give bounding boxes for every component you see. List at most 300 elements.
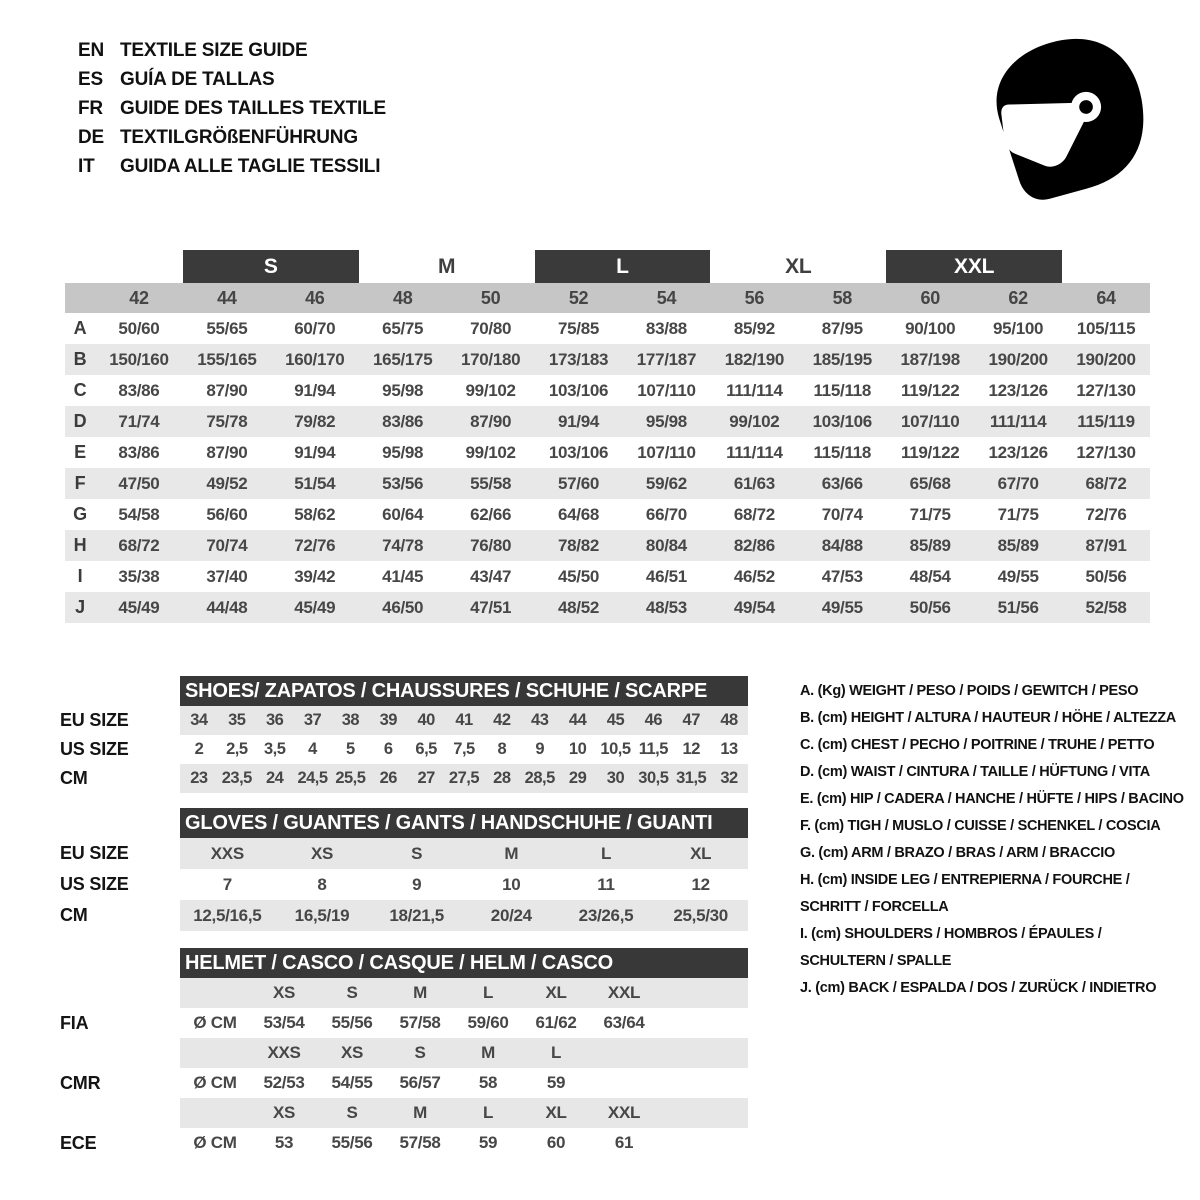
unit-label: Ø CM — [193, 1013, 237, 1032]
size-cell: 165/175 — [373, 349, 433, 369]
size-cell: 23,5 — [221, 769, 252, 787]
row-label: F — [74, 473, 86, 493]
helmet-sizes-row — [60, 1038, 748, 1068]
language-title: GUÍA DE TALLAS — [120, 68, 275, 90]
size-cell: 37 — [303, 711, 322, 729]
size-cell: 107/110 — [900, 411, 960, 431]
helmet-values — [180, 1128, 748, 1158]
size-cell: 61/62 — [535, 1013, 577, 1032]
size-cell: 44 — [568, 711, 587, 729]
size-cell: 59 — [478, 1133, 498, 1152]
size-cell: 52/53 — [263, 1073, 305, 1092]
gloves-size-table — [60, 808, 748, 931]
legend-item — [800, 732, 1185, 759]
row-label: D — [73, 411, 87, 431]
size-cell: 13 — [720, 740, 738, 758]
size-cell: 155/165 — [197, 349, 257, 369]
size-cell: 39/42 — [294, 566, 336, 586]
table-row — [60, 838, 748, 869]
size-cell: 47/50 — [118, 473, 160, 493]
table-title-spacer — [60, 808, 180, 838]
measurement-legend — [800, 678, 1185, 1002]
size-cell: 79/82 — [294, 411, 336, 431]
size-cell: 34 — [190, 711, 208, 729]
standard-label: ECE — [60, 1132, 97, 1153]
size-cell: XS — [310, 843, 334, 863]
size-cell: 9 — [412, 874, 422, 894]
language-title: TEXTILE SIZE GUIDE — [120, 39, 308, 61]
helmet-size-label: S — [414, 1043, 426, 1062]
measurement-row-d — [65, 406, 1150, 437]
gloves-title-row — [60, 808, 748, 838]
racing-helmet-icon — [978, 28, 1158, 203]
row-label-spacer — [60, 1098, 180, 1128]
size-cell: 23 — [190, 769, 208, 787]
size-cell: 99/102 — [465, 380, 516, 400]
measurement-row-a — [65, 313, 1150, 344]
size-cell: 8 — [497, 740, 507, 758]
size-cell: 45/50 — [558, 566, 600, 586]
size-cell: 115/119 — [1077, 411, 1135, 431]
size-cell: 49/55 — [821, 597, 863, 617]
size-cell: 182/190 — [724, 349, 785, 369]
size-cell: 50/56 — [909, 597, 951, 617]
size-cell: 10 — [568, 740, 587, 758]
size-cell: 32 — [720, 769, 738, 787]
table-title-bar — [180, 676, 748, 706]
measurement-row-i — [65, 561, 1150, 592]
size-cell: 47/53 — [821, 566, 863, 586]
size-cell: 68/72 — [733, 504, 775, 524]
helmet-size-label: L — [550, 1043, 562, 1062]
size-cell: 53/56 — [382, 473, 424, 493]
size-cell: 127/130 — [1076, 380, 1136, 400]
size-cell: 2,5 — [226, 740, 248, 758]
size-cell: 56/57 — [399, 1073, 441, 1092]
size-cell: 9 — [535, 740, 545, 758]
language-row — [78, 123, 386, 152]
size-cell: 83/86 — [382, 411, 424, 431]
size-cell: 48 — [720, 711, 738, 729]
size-cell: 127/130 — [1076, 442, 1136, 462]
size-cell: 61/63 — [733, 473, 775, 493]
helmet-size-label: XS — [272, 1103, 296, 1122]
measurement-row-c — [65, 375, 1150, 406]
row-values — [180, 838, 748, 869]
helmet-values — [180, 1008, 748, 1038]
size-cell: 45 — [606, 711, 625, 729]
size-cell: 119/122 — [900, 442, 960, 462]
size-cell: 70/74 — [206, 535, 248, 555]
size-cell: 42 — [493, 711, 511, 729]
size-cell: 40 — [417, 711, 435, 729]
shoes-size-table — [60, 676, 748, 793]
size-cell: 59/60 — [467, 1013, 509, 1032]
size-cell: 99/102 — [729, 411, 780, 431]
size-cell: 45/49 — [294, 597, 336, 617]
row-values — [180, 764, 748, 793]
table-row — [60, 764, 748, 793]
measurement-row-b — [65, 344, 1150, 375]
size-cell: 66/70 — [645, 504, 687, 524]
size-cell: 46/51 — [645, 566, 687, 586]
row-label: I — [77, 566, 83, 586]
unit-spacer — [180, 978, 250, 1008]
size-cell: 31,5 — [676, 769, 707, 787]
legend-item — [800, 759, 1185, 786]
helmet-size-label: XL — [545, 1103, 567, 1122]
row-label: A — [73, 318, 87, 338]
size-cell: 150/160 — [109, 349, 169, 369]
size-cell: 25,5 — [335, 769, 366, 787]
size-cell: 170/180 — [460, 349, 521, 369]
size-cell: 87/90 — [470, 411, 512, 431]
size-cell: 49/52 — [206, 473, 248, 493]
size-cell: 68/72 — [1085, 473, 1127, 493]
row-label: C — [73, 380, 87, 400]
size-cell: 72/76 — [294, 535, 336, 555]
table-title: GLOVES / GUANTES / GANTS / HANDSCHUHE / GUANTI — [185, 811, 713, 834]
measurement-row-h — [65, 530, 1150, 561]
numeric-size-header-row — [65, 283, 1150, 313]
size-cell: 47/51 — [470, 597, 512, 617]
size-cell: 71/75 — [909, 504, 951, 524]
size-cell: 190/200 — [988, 349, 1048, 369]
size-cell: 80/84 — [645, 535, 687, 555]
size-cell: 74/78 — [382, 535, 424, 555]
size-cell: 51/56 — [997, 597, 1039, 617]
size-cell: L — [600, 843, 612, 863]
size-cell: 75/85 — [558, 318, 600, 338]
measurement-rows — [65, 313, 1150, 623]
size-cell: 6 — [383, 740, 393, 758]
numeric-band-spacer — [65, 283, 95, 313]
size-cell: 61 — [614, 1133, 634, 1152]
size-cell: 12 — [691, 874, 710, 894]
size-cell: 99/102 — [465, 442, 516, 462]
size-cell: 55/58 — [470, 473, 512, 493]
table-title-bar — [180, 808, 748, 838]
size-cell: 7 — [222, 874, 232, 894]
helmet-size-label: XXL — [607, 983, 641, 1002]
row-label: EU SIZE — [60, 843, 129, 863]
legend-line: SCHULTERN / SPALLE — [800, 953, 952, 969]
size-group-s: S — [183, 250, 359, 283]
size-cell: 103/106 — [548, 380, 609, 400]
size-cell: 24,5 — [297, 769, 328, 787]
size-cell: 185/195 — [812, 349, 872, 369]
size-cell: 54/58 — [118, 504, 160, 524]
row-values — [180, 900, 748, 931]
size-cell: 30 — [606, 769, 625, 787]
size-cell: 18/21,5 — [389, 905, 444, 925]
size-cell: 83/86 — [118, 442, 160, 462]
size-cell: 90/100 — [905, 318, 956, 338]
size-cell: 59 — [546, 1073, 566, 1092]
row-label: E — [74, 442, 86, 462]
size-cell: 91/94 — [294, 380, 336, 400]
row-values — [180, 869, 748, 900]
legend-line: D. (cm) WAIST / CINTURA / TAILLE / HÜFTUNG / VITA — [800, 764, 1150, 780]
size-cell: 11 — [597, 874, 615, 894]
helmet-sizes — [180, 1038, 748, 1068]
table-row — [60, 869, 748, 900]
row-label: EU SIZE — [60, 710, 129, 730]
size-cell: 57/58 — [399, 1133, 441, 1152]
size-cell: 87/90 — [206, 380, 248, 400]
helmet-sizes — [180, 1098, 748, 1128]
helmet-sizes-row — [60, 1098, 748, 1128]
size-cell: 59/62 — [645, 473, 687, 493]
textile-size-table — [65, 250, 1150, 623]
legend-line: A. (Kg) WEIGHT / PESO / POIDS / GEWITCH / PESO — [800, 683, 1139, 699]
measurement-row-g — [65, 499, 1150, 530]
legend-line: C. (cm) CHEST / PECHO / POITRINE / TRUHE / PETTO — [800, 737, 1155, 753]
size-cell: S — [411, 843, 423, 863]
size-cell: 28 — [493, 769, 511, 787]
size-cell: 4 — [308, 740, 317, 758]
size-cell: 48/54 — [909, 566, 951, 586]
size-cell: 37/40 — [206, 566, 248, 586]
size-cell: 52/58 — [1085, 597, 1127, 617]
language-title: GUIDE DES TAILLES TEXTILE — [120, 97, 386, 119]
size-cell: 7,5 — [453, 740, 475, 758]
size-cell: 103/106 — [548, 442, 609, 462]
numeric-size: 46 — [305, 287, 325, 308]
size-cell: 177/187 — [636, 349, 697, 369]
row-values — [180, 706, 748, 735]
language-code: DE — [78, 126, 104, 148]
size-cell: 43 — [531, 711, 549, 729]
legend-line: F. (cm) TIGH / MUSLO / CUISSE / SCHENKEL / COSCIA — [800, 818, 1161, 834]
size-cell: 55/56 — [331, 1133, 373, 1152]
size-cell: 24 — [265, 769, 284, 787]
numeric-size: 58 — [832, 287, 852, 308]
size-cell: 23/26,5 — [578, 905, 634, 925]
table-title-spacer — [60, 676, 180, 706]
legend-item — [800, 678, 1185, 705]
helmet-size-label: M — [481, 1043, 495, 1062]
table-title: SHOES/ ZAPATOS / CHAUSSURES / SCHUHE / SCARPE — [185, 679, 708, 702]
numeric-size: 64 — [1096, 287, 1116, 308]
size-cell: 44/48 — [206, 597, 248, 617]
size-cell: 63/64 — [603, 1013, 645, 1032]
helmet-size-table — [60, 948, 748, 1158]
size-cell: 95/100 — [993, 318, 1044, 338]
table-title-spacer — [60, 948, 180, 978]
legend-item — [800, 975, 1185, 1002]
legend-item — [800, 786, 1185, 813]
language-code: ES — [78, 68, 103, 90]
row-label: J — [75, 597, 85, 617]
size-cell: M — [504, 843, 519, 863]
row-label: G — [73, 504, 87, 524]
size-cell: 38 — [341, 711, 360, 729]
size-cell: 26 — [379, 769, 397, 787]
legend-item — [800, 813, 1185, 840]
language-code: EN — [78, 39, 104, 61]
size-cell: 70/80 — [470, 318, 512, 338]
size-cell: 71/75 — [997, 504, 1039, 524]
legend-line: B. (cm) HEIGHT / ALTURA / HAUTEUR / HÖHE / ALTEZZA — [800, 710, 1176, 726]
language-code: FR — [78, 97, 103, 119]
size-cell: 47 — [682, 711, 700, 729]
helmet-size-label: XS — [272, 983, 296, 1002]
unit-label: Ø CM — [193, 1133, 237, 1152]
size-cell: 6,5 — [415, 740, 437, 758]
size-group-xl: XL — [785, 254, 812, 278]
size-cell: 95/98 — [382, 380, 424, 400]
size-cell: 68/72 — [118, 535, 160, 555]
size-cell: 55/65 — [206, 318, 248, 338]
row-label-spacer — [60, 978, 180, 1008]
language-row — [78, 65, 386, 94]
size-cell: 46/50 — [382, 597, 424, 617]
helmet-size-label: M — [413, 983, 427, 1002]
size-cell: 53 — [274, 1133, 294, 1152]
size-cell: 65/68 — [909, 473, 951, 493]
size-cell: 103/106 — [812, 411, 872, 431]
unit-spacer — [180, 1098, 250, 1128]
row-label-spacer — [60, 1038, 180, 1068]
size-cell: 5 — [346, 740, 355, 758]
helmet-sizes-row — [60, 978, 748, 1008]
row-values — [180, 735, 748, 764]
size-cell: 11,5 — [638, 740, 668, 758]
numeric-size: 60 — [920, 287, 940, 308]
unit-label: Ø CM — [193, 1073, 237, 1092]
size-cell: XL — [690, 843, 712, 863]
helmet-values — [180, 1068, 748, 1098]
size-cell: XXS — [210, 843, 244, 863]
row-label: H — [73, 535, 87, 555]
size-cell: 41 — [455, 711, 473, 729]
legend-line: SCHRITT / FORCELLA — [800, 899, 949, 915]
size-cell: 95/98 — [645, 411, 687, 431]
row-label: CM — [60, 905, 88, 925]
language-row — [78, 94, 386, 123]
size-cell: 72/76 — [1085, 504, 1127, 524]
size-cell: 48/52 — [558, 597, 600, 617]
legend-line: H. (cm) INSIDE LEG / ENTREPIERNA / FOURCHE / — [800, 872, 1130, 888]
size-cell: 55/56 — [331, 1013, 373, 1032]
size-cell: 111/114 — [726, 380, 783, 400]
size-cell: 111/114 — [989, 411, 1047, 431]
row-label: US SIZE — [60, 874, 129, 894]
size-cell: 36 — [265, 711, 284, 729]
size-cell: 105/115 — [1076, 318, 1136, 338]
table-title-bar — [180, 948, 748, 978]
size-cell: 49/54 — [733, 597, 775, 617]
size-cell: 57/60 — [558, 473, 600, 493]
helmet-size-label: XL — [545, 983, 567, 1002]
language-title: GUIDA ALLE TAGLIE TESSILI — [120, 155, 381, 177]
size-cell: 43/47 — [470, 566, 512, 586]
size-cell: 115/118 — [813, 442, 872, 462]
size-cell: 57/58 — [399, 1013, 441, 1032]
size-cell: 190/200 — [1076, 349, 1136, 369]
size-cell: 27,5 — [448, 769, 480, 787]
size-cell: 87/95 — [821, 318, 863, 338]
helmet-size-label: M — [413, 1103, 427, 1122]
size-cell: 84/88 — [821, 535, 863, 555]
size-cell: 119/122 — [900, 380, 960, 400]
size-cell: 56/60 — [206, 504, 248, 524]
size-group-m: M — [438, 254, 456, 278]
size-cell: 20/24 — [490, 905, 532, 925]
size-cell: 76/80 — [470, 535, 512, 555]
size-cell: 87/91 — [1085, 535, 1127, 555]
size-cell: 30,5 — [638, 769, 669, 787]
size-cell: 107/110 — [637, 380, 696, 400]
legend-item — [800, 867, 1185, 921]
size-cell: 63/66 — [821, 473, 863, 493]
helmet-size-label: L — [482, 983, 494, 1002]
legend-line: I. (cm) SHOULDERS / HOMBROS / ÉPAULES / — [800, 926, 1102, 942]
size-cell: 123/126 — [988, 442, 1048, 462]
helmet-size-label: L — [482, 1103, 494, 1122]
size-cell: 10,5 — [600, 740, 631, 758]
size-cell: 50/56 — [1085, 566, 1127, 586]
size-cell: 54/55 — [331, 1073, 373, 1092]
size-cell: 62/66 — [470, 504, 512, 524]
language-title-list — [78, 36, 386, 181]
size-cell: 83/86 — [118, 380, 160, 400]
size-cell: 123/126 — [988, 380, 1048, 400]
size-cell: 111/114 — [726, 442, 783, 462]
size-cell: 53/54 — [263, 1013, 305, 1032]
size-group-l: L — [535, 250, 711, 283]
numeric-size: 42 — [129, 287, 149, 308]
standard-label: FIA — [60, 1012, 89, 1033]
size-cell: 107/110 — [637, 442, 696, 462]
size-cell: 78/82 — [558, 535, 600, 555]
helmet-size-label: S — [346, 983, 358, 1002]
size-cell: 160/170 — [285, 349, 345, 369]
size-cell: 45/49 — [118, 597, 160, 617]
size-cell: 64/68 — [558, 504, 600, 524]
measurement-row-j — [65, 592, 1150, 623]
legend-line: J. (cm) BACK / ESPALDA / DOS / ZURÜCK / INDIETRO — [800, 980, 1157, 996]
size-cell: 85/92 — [733, 318, 775, 338]
size-group-header-row — [65, 250, 1150, 283]
measurement-row-f — [65, 468, 1150, 499]
size-cell: 83/88 — [645, 318, 687, 338]
standard-label: CMR — [60, 1072, 101, 1093]
size-cell: 29 — [568, 769, 587, 787]
size-group-xxl: XXL — [886, 250, 1062, 283]
size-cell: 10 — [502, 874, 521, 894]
helmet-size-label: XXL — [607, 1103, 641, 1122]
numeric-size: 62 — [1008, 287, 1028, 308]
language-row — [78, 36, 386, 65]
shoes-title-row — [60, 676, 748, 706]
size-cell: 60/70 — [294, 318, 336, 338]
language-title: TEXTILGRÖßENFÜHRUNG — [120, 126, 358, 148]
size-cell: 58 — [478, 1073, 498, 1092]
table-row — [60, 735, 748, 764]
size-cell: 28,5 — [524, 769, 555, 787]
numeric-size: 54 — [656, 287, 677, 308]
legend-item — [800, 705, 1185, 732]
row-label: US SIZE — [60, 739, 129, 759]
size-cell: 3,5 — [263, 740, 286, 758]
size-cell: 60/64 — [382, 504, 424, 524]
helmet-values-row — [60, 1008, 748, 1038]
size-cell: 46 — [644, 711, 662, 729]
size-cell: 39 — [379, 711, 397, 729]
row-label: CM — [60, 768, 88, 788]
